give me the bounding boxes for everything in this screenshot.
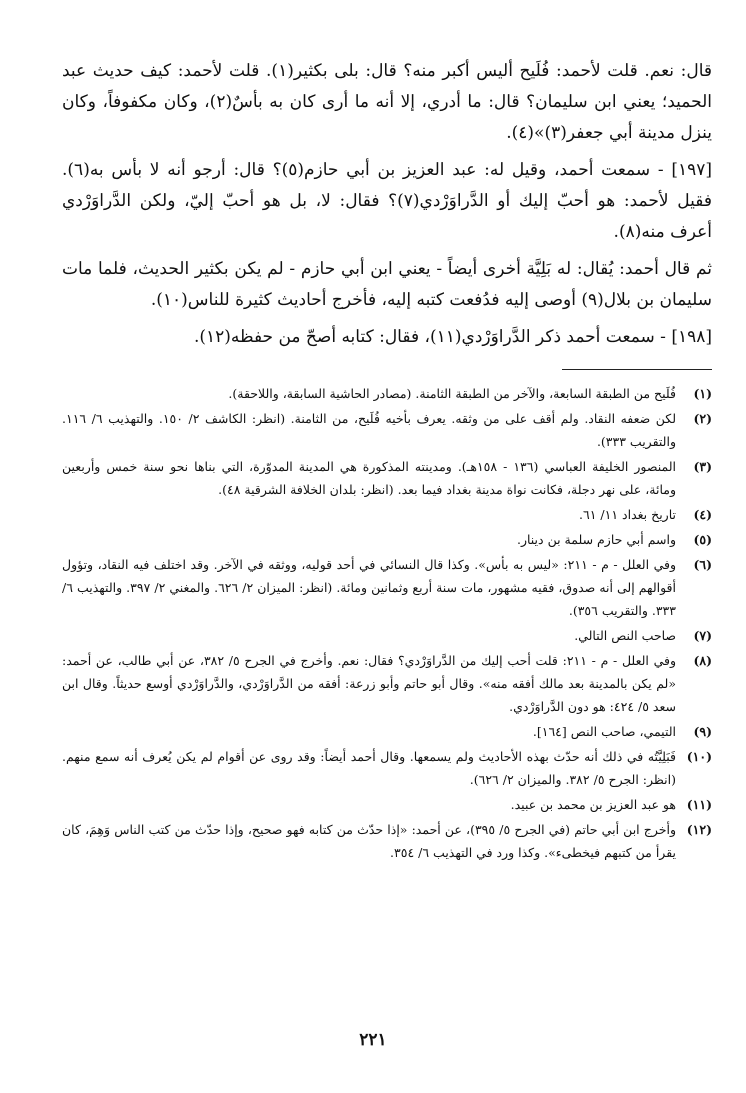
footnote-text: فَبَلِيَّتُه في ذلك أنه حدّث بهذه الأحاديث ولم يسمعها. وقال أحمد أيضاً: وقد روى عن أقوام لم يكن يُعرف أنه سمع منهم. (انظر: الجرح ٥/ ٣٨٢. والميزان ٢/ ٦٢٦). bbox=[62, 749, 676, 787]
page-number: ٢٢١ bbox=[359, 1030, 387, 1050]
main-paragraph: ثم قال أحمد: يُقال: له بَلِيَّة أخرى أيضاً - يعني ابن أبي حازم - لم يكن بكثير الحديث، فلما مات سليمان بن بلال(٩) أوصى إليه فدُفعت كتبه إليه، فأخرج أحاديث كثيرة للناس(١٠). bbox=[62, 259, 712, 310]
footnote-text: تاريخ بغداد ١١/ ٦١. bbox=[579, 507, 676, 522]
footnote-text: واسم أبي حازم سلمة بن دينار. bbox=[516, 532, 676, 547]
main-paragraph: [١٩٧] - سمعت أحمد، وقيل له: عبد العزيز بن أبي حازم(٥)؟ قال: أرجو أنه لا بأس به(٦). فقيل لأحمد: هو أحبّ إليك أو الدَّراوَرْدي(٧)؟ فقال: لا، بل هو أحبّ إليّ، ولكن الدَّراوَرْدي أعرف منه(٨). bbox=[62, 160, 713, 242]
main-text bbox=[62, 56, 712, 353]
footnote bbox=[62, 720, 712, 743]
footnote bbox=[62, 528, 712, 551]
footnote-number: (١) bbox=[693, 386, 712, 401]
footnote-text: وأخرج ابن أبي حاتم (في الجرح ٥/ ٣٩٥)، عن أحمد: «إذا حدّث من كتابه فهو صحيح، وإذا حدّث من كتب الناس وَهِمَ، كان يقرأ من كتبهم فيخطىء». وكذا ورد في التهذيب ٦/ ٣٥٤. bbox=[62, 822, 676, 860]
footnote bbox=[62, 503, 712, 526]
footnote-text: صاحب النص التالي. bbox=[574, 628, 676, 643]
footnote bbox=[62, 553, 712, 622]
footnote-number: (٧) bbox=[693, 628, 712, 643]
footnote bbox=[62, 624, 712, 647]
footnotes bbox=[62, 382, 712, 864]
footnote-number: (٣) bbox=[693, 459, 712, 474]
footnote bbox=[62, 382, 712, 405]
footnote-text: المنصور الخليفة العباسي (١٣٦ - ١٥٨هـ). ومدينته المذكورة هي المدينة المدوّرة، التي بناها نحو سنة خمس وأربعين ومائة، على نهر دجلة، فكانت نواة مدينة بغداد فيما بعد. (انظر: بلدان الخلافة الشرقية ٤٨). bbox=[62, 459, 676, 497]
footnote-text: فُلَيح من الطبقة السابعة، والآخر من الطبقة الثامنة. (مصادر الحاشية السابقة، واللاحقة). bbox=[228, 386, 676, 401]
footnote-text: وفي العلل - م - ٢١١: «ليس به بأس». وكذا قال النسائي في أحد قوليه، ووثقه في الآخر. وقد اختلف فيه النقاد، وتؤول أقوالهم إلى أنه صدوق، فقيه مشهور، مات سنة أربع وثمانين ومائة. (انظر: الميزان ٢/ ٦٢٦. والمغني ٢/ ٣٩٧. والتهذيب ٦/ ٣٣٣. والتقريب ٣٥٦). bbox=[62, 557, 677, 618]
footnote-number: (٩) bbox=[693, 724, 712, 739]
footnote bbox=[62, 455, 712, 501]
footnote-number: (١٢) bbox=[686, 822, 712, 837]
main-paragraph: قال: نعم. قلت لأحمد: فُلَيح أليس أكبر منه؟ قال: بلى بكثير(١). قلت لأحمد: كيف حديث عبد الحميد؛ يعني ابن سليمان؟ قال: ما أدري، إلا أنه ما أرى كان به بأسٌ(٢)، وكان مكفوفاً، وكان ينزل مدينة أبي جعفر(٣)»(٤). bbox=[62, 61, 713, 143]
main-paragraph: [١٩٨] - سمعت أحمد ذكر الدَّراوَرْدي(١١)، فقال: كتابه أصحّ من حفظه(١٢). bbox=[193, 327, 712, 347]
footnote bbox=[62, 745, 712, 791]
page-body bbox=[62, 56, 712, 866]
footnote-number: (٨) bbox=[693, 653, 712, 668]
footnote-number: (٤) bbox=[693, 507, 712, 522]
footnote-number: (٦) bbox=[693, 557, 712, 572]
footnote-separator bbox=[562, 369, 712, 370]
footnote-number: (٢) bbox=[693, 411, 712, 426]
footnote-text: هو عبد العزيز بن محمد بن عبيد. bbox=[510, 797, 676, 812]
footnote-number: (٥) bbox=[693, 532, 712, 547]
footnote bbox=[62, 818, 712, 864]
footnote-number: (١١) bbox=[686, 797, 712, 812]
footnote-text: التيمي، صاحب النص [١٦٤]. bbox=[532, 724, 676, 739]
footnote bbox=[62, 793, 712, 816]
footnote-number: (١٠) bbox=[686, 749, 712, 764]
footnote bbox=[62, 649, 712, 718]
footnote-text: وفي العلل - م - ٢١١: قلت أحب إليك من الدَّراوَرْدي؟ فقال: نعم. وأخرج في الجرح ٥/ ٣٨٢، عن أبي طالب، عن أحمد: «لم يكن بالمدينة بعد مالك أفقه منه». وقال أبو حاتم وأبو زرعة: أفقه من الدَّراوَرْدي، والدَّراوَرْدي أوسع حديثاً. وقال ابن سعد ٥/ ٤٢٤: هو دون الدَّراوَرْدي. bbox=[62, 653, 677, 714]
footnote bbox=[62, 407, 712, 453]
footnote-text: لكن ضعفه النقاد. ولم أقف على من وثقه. يعرف بأخيه فُلَيح، من الثامنة. (انظر: الكاشف ٢/ ١٥٠. والتهذيب ٦/ ١١٦. والتقريب ٣٣٣). bbox=[62, 411, 677, 449]
